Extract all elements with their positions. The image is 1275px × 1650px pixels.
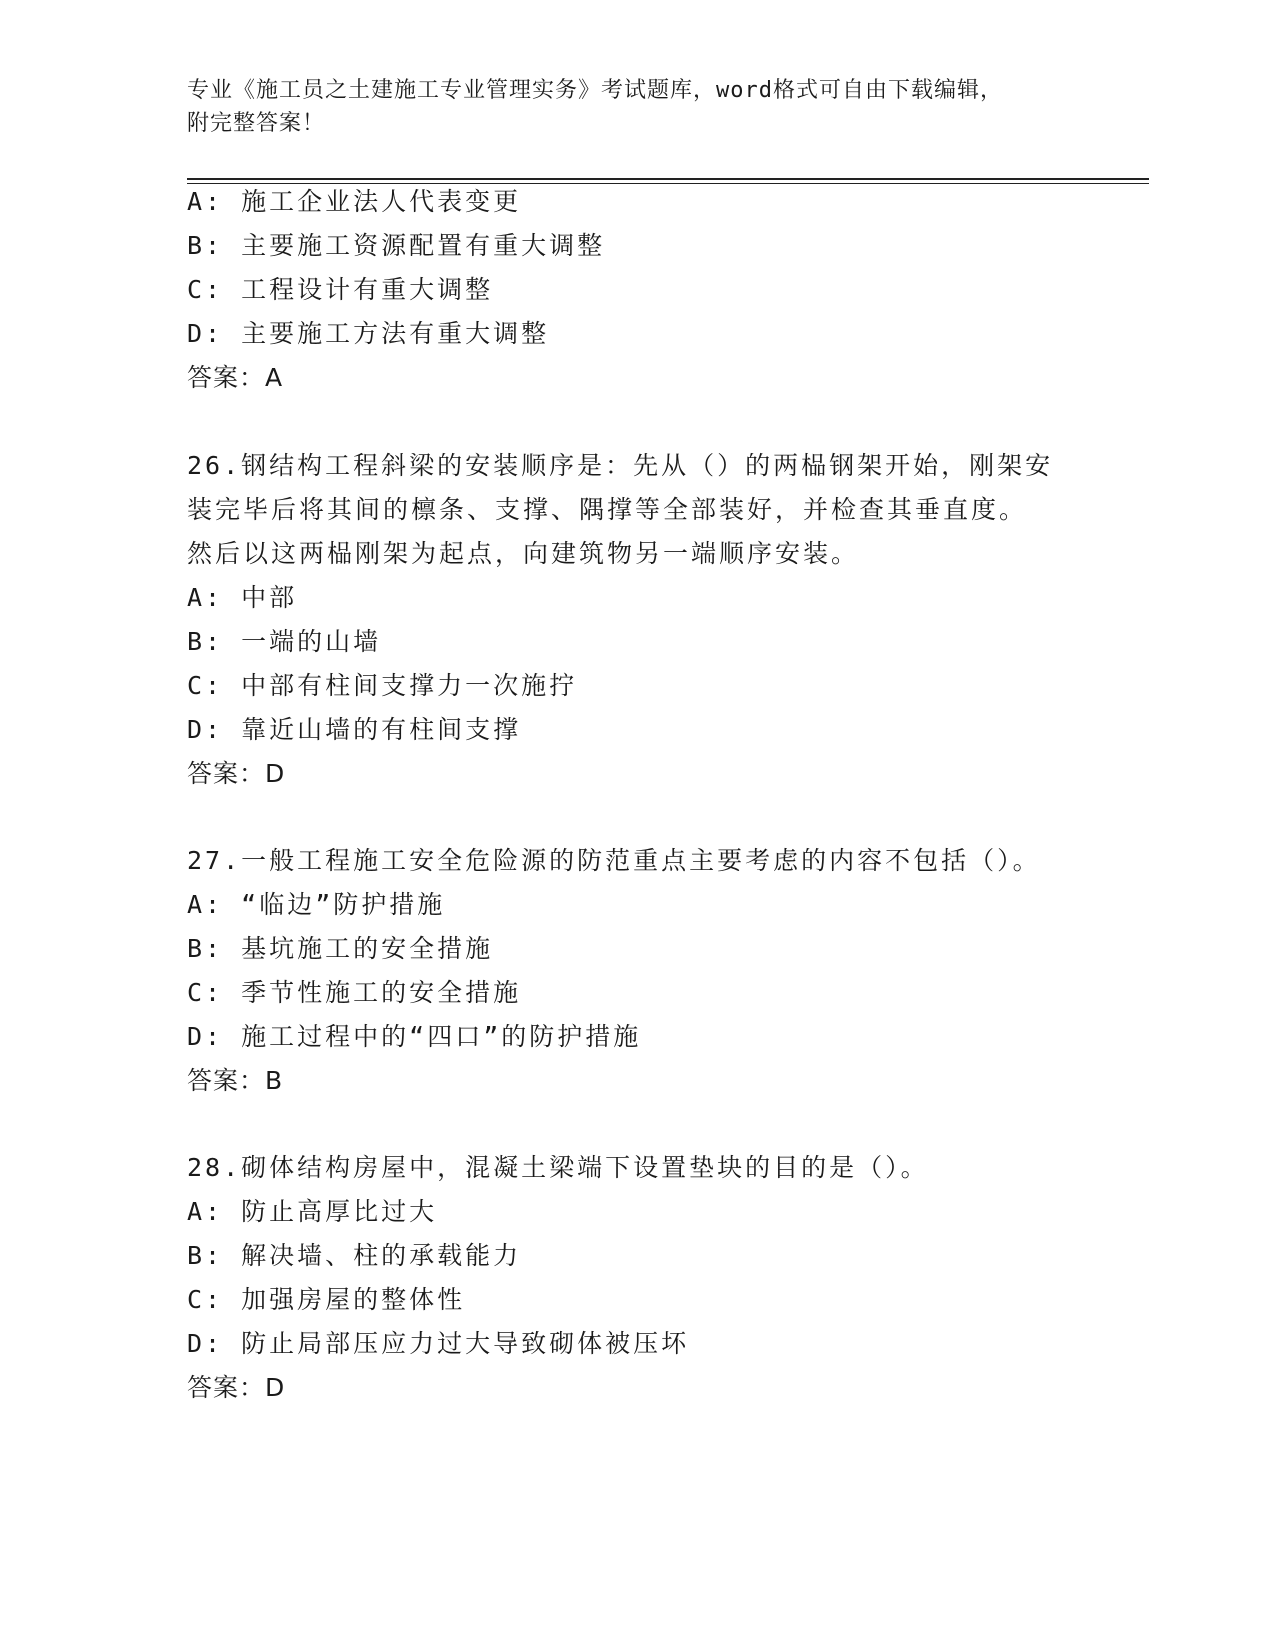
document-header (187, 74, 1087, 140)
q28-option-d: D: 防止局部压应力过大导致砌体被压坏 (187, 1329, 690, 1358)
q27-text-line-1: 27.一般工程施工安全危险源的防范重点主要考虑的内容不包括（）。 (187, 846, 1041, 875)
q27-option-c: C: 季节性施工的安全措施 (187, 978, 522, 1007)
q26-text-line-3: 然后以这两榀刚架为起点，向建筑物另一端顺序安装。 (187, 539, 860, 568)
prev-option-b: B: 主要施工资源配置有重大调整 (187, 231, 606, 260)
q28-answer: 答案：D (187, 1373, 286, 1402)
q26-text-line-2: 装完毕后将其间的檩条、支撑、隅撑等全部装好，并检查其垂直度。 (187, 495, 1028, 524)
q28-option-a: A: 防止高厚比过大 (187, 1197, 438, 1226)
q26-answer: 答案：D (187, 759, 286, 788)
q26-option-a: A: 中部 (187, 583, 298, 612)
q27-option-a: A: “临边”防护措施 (187, 890, 446, 919)
q27-option-d: D: 施工过程中的“四口”的防护措施 (187, 1022, 642, 1051)
q26-option-d: D: 靠近山墙的有柱间支撑 (187, 715, 522, 744)
header-line-2: 附完整答案！ (187, 111, 326, 136)
q28-text-line-1: 28.砌体结构房屋中，混凝土梁端下设置垫块的目的是（）。 (187, 1153, 929, 1182)
header-divider-thin (187, 183, 1149, 184)
q26-text-line-1: 26.钢结构工程斜梁的安装顺序是：先从（）的两榀钢架开始，刚架安 (187, 451, 1054, 480)
prev-option-c: C: 工程设计有重大调整 (187, 275, 494, 304)
header-line-1: 专业《施工员之土建施工专业管理实务》考试题库，word格式可自由下载编辑， (187, 78, 1003, 103)
prev-answer: 答案：A (187, 363, 284, 392)
q26-option-c: C: 中部有柱间支撑力一次施拧 (187, 671, 578, 700)
q27-answer: 答案：B (187, 1066, 284, 1095)
prev-option-a: A: 施工企业法人代表变更 (187, 187, 522, 216)
q27-option-b: B: 基坑施工的安全措施 (187, 934, 494, 963)
q26-option-b: B: 一端的山墙 (187, 627, 382, 656)
q28-option-c: C: 加强房屋的整体性 (187, 1285, 466, 1314)
q28-option-b: B: 解决墙、柱的承载能力 (187, 1241, 522, 1270)
prev-option-d: D: 主要施工方法有重大调整 (187, 319, 550, 348)
header-divider-thick (187, 178, 1149, 180)
